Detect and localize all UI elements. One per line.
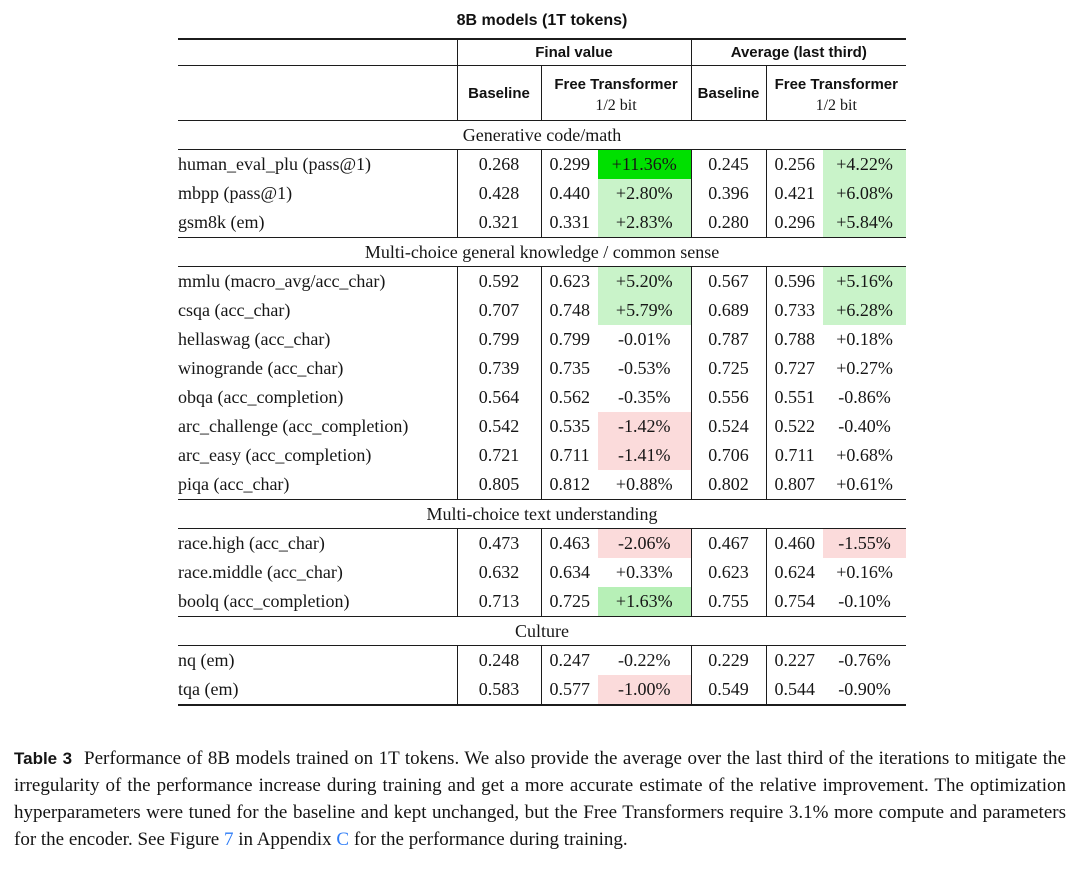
avg-pct-highlight: +0.16% (836, 562, 893, 582)
final-ft-pct-cell (598, 267, 691, 297)
header-final-value: Final value (457, 39, 691, 66)
final-baseline-cell: 0.473 (457, 529, 541, 559)
avg-baseline-cell: 0.706 (691, 441, 766, 470)
caption-text: in Appendix (233, 829, 337, 850)
avg-ft-pct-cell (823, 150, 906, 180)
avg-ft-value-cell: 0.754 (774, 591, 816, 611)
header-baseline-final: Baseline (457, 66, 541, 121)
final-pct-highlight: -0.01% (618, 329, 671, 349)
final-pct-highlight: -2.06% (598, 529, 691, 558)
section-title: Multi-choice general knowledge / common sense (178, 238, 906, 267)
avg-baseline-cell: 0.689 (691, 296, 766, 325)
final-baseline-cell: 0.707 (457, 296, 541, 325)
metric-row (178, 646, 906, 676)
final-pct-highlight: -1.00% (598, 675, 691, 704)
final-pct-highlight: -1.41% (598, 441, 691, 470)
avg-baseline-cell: 0.280 (691, 208, 766, 238)
avg-baseline-cell: 0.623 (691, 558, 766, 587)
avg-ft-value-cell: 0.256 (774, 154, 816, 174)
metric-name-cell: winogrande (acc_char) (178, 354, 457, 383)
avg-ft-value-cell: 0.788 (774, 329, 816, 349)
metric-name-cell: human_eval_plu (pass@1) (178, 150, 457, 180)
final-ft-value-cell: 0.440 (549, 183, 590, 203)
avg-pct-highlight: +6.28% (823, 296, 906, 325)
metric-name-cell: nq (em) (178, 646, 457, 676)
section-header-row (178, 238, 906, 267)
final-ft-value-cell: 0.535 (549, 416, 590, 436)
final-baseline-cell: 0.321 (457, 208, 541, 238)
metric-name-cell: arc_easy (acc_completion) (178, 441, 457, 470)
final-pct-highlight: +1.63% (598, 587, 691, 616)
avg-pct-highlight: -0.86% (838, 387, 891, 407)
avg-baseline-cell: 0.567 (691, 267, 766, 297)
header-subgroup-row (178, 66, 906, 121)
caption-label: Table 3 (14, 749, 73, 768)
metric-name-cell: race.middle (acc_char) (178, 558, 457, 587)
free-transformer-label: Free Transformer (554, 75, 678, 93)
avg-baseline-cell: 0.725 (691, 354, 766, 383)
final-ft-value-cell: 0.577 (541, 675, 598, 705)
final-ft-value-cell: 0.711 (549, 445, 590, 465)
final-pct-highlight: +11.36% (598, 150, 691, 179)
avg-baseline-cell: 0.556 (691, 383, 766, 412)
metric-name-cell: race.high (acc_char) (178, 529, 457, 559)
metric-name-cell: tqa (em) (178, 675, 457, 705)
avg-ft-pct-cell (823, 587, 906, 617)
table-body (178, 121, 906, 706)
final-ft-pct-cell (598, 179, 691, 208)
metric-name-cell: gsm8k (em) (178, 208, 457, 238)
final-ft-pct-cell (598, 558, 691, 587)
avg-ft-pct-cell (823, 383, 906, 412)
avg-ft-value-cell: 0.727 (774, 358, 816, 378)
avg-pct-highlight: -0.40% (838, 416, 891, 436)
metric-row (178, 325, 906, 354)
final-baseline-cell: 0.248 (457, 646, 541, 676)
metric-row (178, 558, 906, 587)
avg-ft-value-cell: 0.596 (774, 271, 816, 291)
table-caption (14, 745, 1066, 853)
metric-row (178, 179, 906, 208)
half-bit-label: 1/2 bit (815, 96, 857, 114)
caption-text: for the performance during training. (349, 829, 628, 850)
avg-pct-highlight: -0.10% (838, 591, 891, 611)
avg-baseline-cell: 0.396 (691, 179, 766, 208)
avg-pct-highlight: +4.22% (823, 150, 906, 179)
table-title: 8B models (1T tokens) (456, 12, 628, 29)
final-baseline-cell: 0.799 (457, 325, 541, 354)
avg-ft-value-cell: 0.544 (766, 675, 823, 705)
results-table-block (178, 12, 906, 706)
avg-pct-highlight: +5.84% (823, 208, 906, 237)
results-table (178, 38, 906, 706)
avg-ft-pct-cell (823, 441, 906, 470)
final-ft-value-cell: 0.331 (549, 212, 590, 232)
avg-pct-highlight: +5.16% (823, 267, 906, 296)
metric-name-cell: csqa (acc_char) (178, 296, 457, 325)
avg-ft-value-cell: 0.807 (774, 474, 816, 494)
metric-row (178, 296, 906, 325)
avg-pct-highlight: +0.61% (836, 474, 893, 494)
avg-pct-highlight: -0.76% (838, 650, 891, 670)
avg-ft-value-cell: 0.296 (774, 212, 816, 232)
avg-ft-pct-cell (823, 558, 906, 587)
final-pct-highlight: +0.33% (615, 562, 673, 582)
avg-pct-highlight: -1.55% (823, 529, 906, 558)
avg-baseline-cell: 0.467 (691, 529, 766, 559)
final-ft-pct-cell (598, 675, 691, 705)
final-baseline-cell: 0.632 (457, 558, 541, 587)
avg-baseline-cell: 0.755 (691, 587, 766, 617)
metric-name-cell: hellaswag (acc_char) (178, 325, 457, 354)
avg-pct-highlight: +0.68% (836, 445, 893, 465)
metric-row (178, 150, 906, 180)
avg-pct-highlight: -0.90% (838, 679, 891, 699)
avg-ft-pct-cell (823, 179, 906, 208)
avg-ft-value-cell: 0.624 (774, 562, 816, 582)
metric-name-cell: boolq (acc_completion) (178, 587, 457, 617)
final-ft-pct-cell (598, 208, 691, 238)
avg-ft-value-cell: 0.460 (774, 533, 816, 553)
avg-ft-value-cell: 0.227 (774, 650, 816, 670)
free-transformer-label: Free Transformer (774, 75, 898, 93)
metric-row (178, 354, 906, 383)
final-ft-value-cell: 0.725 (549, 591, 590, 611)
metric-row (178, 441, 906, 470)
final-baseline-cell: 0.564 (457, 383, 541, 412)
final-pct-highlight: -0.53% (618, 358, 671, 378)
final-pct-highlight: -0.22% (618, 650, 671, 670)
header-group-row (178, 39, 906, 66)
final-ft-pct-cell (598, 150, 691, 180)
final-pct-highlight: +0.88% (615, 474, 673, 494)
metric-row (178, 587, 906, 617)
avg-baseline-cell: 0.549 (691, 675, 766, 705)
final-pct-highlight: -1.42% (598, 412, 691, 441)
metric-row (178, 470, 906, 500)
final-pct-highlight: +2.80% (598, 179, 691, 208)
metric-row (178, 412, 906, 441)
final-baseline-cell: 0.713 (457, 587, 541, 617)
avg-ft-pct-cell (823, 267, 906, 297)
section-header-row (178, 500, 906, 529)
avg-pct-highlight: +0.18% (836, 329, 893, 349)
final-ft-pct-cell (598, 529, 691, 559)
final-pct-highlight: +5.79% (598, 296, 691, 325)
section-title: Generative code/math (178, 121, 906, 150)
avg-ft-value-cell: 0.522 (774, 416, 816, 436)
metric-row (178, 208, 906, 238)
header-average-last-third: Average (last third) (691, 39, 906, 66)
header-baseline-average: Baseline (691, 66, 766, 121)
final-ft-value-cell: 0.562 (549, 387, 590, 407)
header-free-transformer-average (766, 66, 906, 121)
avg-ft-pct-cell (823, 412, 906, 441)
avg-ft-value-cell: 0.711 (774, 445, 815, 465)
final-pct-highlight: +2.83% (598, 208, 691, 237)
avg-ft-pct-cell (823, 470, 906, 500)
avg-ft-pct-cell (823, 325, 906, 354)
avg-ft-pct-cell (823, 675, 906, 705)
final-ft-value-cell: 0.634 (549, 562, 590, 582)
metric-row (178, 529, 906, 559)
final-ft-pct-cell (598, 354, 691, 383)
avg-ft-value-cell: 0.551 (774, 387, 816, 407)
final-baseline-cell: 0.721 (457, 441, 541, 470)
final-ft-value-cell: 0.463 (549, 533, 590, 553)
final-baseline-cell: 0.805 (457, 470, 541, 500)
metric-name-cell: obqa (acc_completion) (178, 383, 457, 412)
final-ft-pct-cell (598, 587, 691, 617)
final-ft-pct-cell (598, 325, 691, 354)
avg-baseline-cell: 0.245 (691, 150, 766, 180)
metric-name-cell: mbpp (pass@1) (178, 179, 457, 208)
metric-row (178, 267, 906, 297)
final-ft-value-cell: 0.735 (549, 358, 590, 378)
avg-baseline-cell: 0.787 (691, 325, 766, 354)
avg-ft-value-cell: 0.421 (774, 183, 816, 203)
avg-ft-pct-cell (823, 296, 906, 325)
avg-pct-highlight: +6.08% (823, 179, 906, 208)
final-ft-pct-cell (598, 383, 691, 412)
section-header-row (178, 617, 906, 646)
avg-ft-pct-cell (823, 646, 906, 676)
final-ft-value-cell: 0.799 (549, 329, 590, 349)
avg-baseline-cell: 0.524 (691, 412, 766, 441)
final-ft-value-cell: 0.623 (549, 271, 590, 291)
final-pct-highlight: -0.35% (618, 387, 671, 407)
metric-name-cell: mmlu (macro_avg/acc_char) (178, 267, 457, 297)
header-free-transformer-final (541, 66, 691, 121)
section-title: Culture (178, 617, 906, 646)
appendix-c-link[interactable]: C (336, 829, 350, 850)
avg-ft-value-cell: 0.733 (774, 300, 816, 320)
final-ft-pct-cell (598, 296, 691, 325)
section-title: Multi-choice text understanding (178, 500, 906, 529)
final-ft-pct-cell (598, 441, 691, 470)
final-ft-pct-cell (598, 646, 691, 676)
final-baseline-cell: 0.428 (457, 179, 541, 208)
final-baseline-cell: 0.268 (457, 150, 541, 180)
avg-baseline-cell: 0.802 (691, 470, 766, 500)
caption-text: Performance of 8B models trained on 1T tokens. We also provide the average over the last third of the iterations to mitigate the irregularity of the performance increase during training and get a more accurate estimate of the relative improvement. The optimization hyperparameters were tuned for the baseline and kept unchanged, but the Free Transformers require 3.1% more compute and parameters for the encoder. See Figure (14, 748, 1066, 850)
avg-baseline-cell: 0.229 (691, 646, 766, 676)
final-ft-value-cell: 0.812 (549, 474, 590, 494)
final-baseline-cell: 0.739 (457, 354, 541, 383)
final-ft-value-cell: 0.299 (549, 154, 590, 174)
half-bit-label: 1/2 bit (595, 96, 637, 114)
final-baseline-cell: 0.583 (457, 675, 541, 705)
metric-name-cell: piqa (acc_char) (178, 470, 457, 500)
final-baseline-cell: 0.542 (457, 412, 541, 441)
avg-pct-highlight: +0.27% (836, 358, 893, 378)
header-empty-cell (178, 39, 457, 66)
final-baseline-cell: 0.592 (457, 267, 541, 297)
final-pct-highlight: +5.20% (598, 267, 691, 296)
figure-7-link[interactable]: 7 (223, 829, 234, 850)
final-ft-pct-cell (598, 412, 691, 441)
avg-ft-pct-cell (823, 208, 906, 238)
header-empty-cell (178, 66, 457, 121)
final-ft-pct-cell (598, 470, 691, 500)
avg-ft-pct-cell (823, 354, 906, 383)
avg-ft-pct-cell (823, 529, 906, 559)
final-ft-value-cell: 0.247 (549, 650, 590, 670)
metric-row (178, 383, 906, 412)
final-ft-value-cell: 0.748 (549, 300, 590, 320)
metric-name-cell: arc_challenge (acc_completion) (178, 412, 457, 441)
section-header-row (178, 121, 906, 150)
metric-row (178, 675, 906, 705)
